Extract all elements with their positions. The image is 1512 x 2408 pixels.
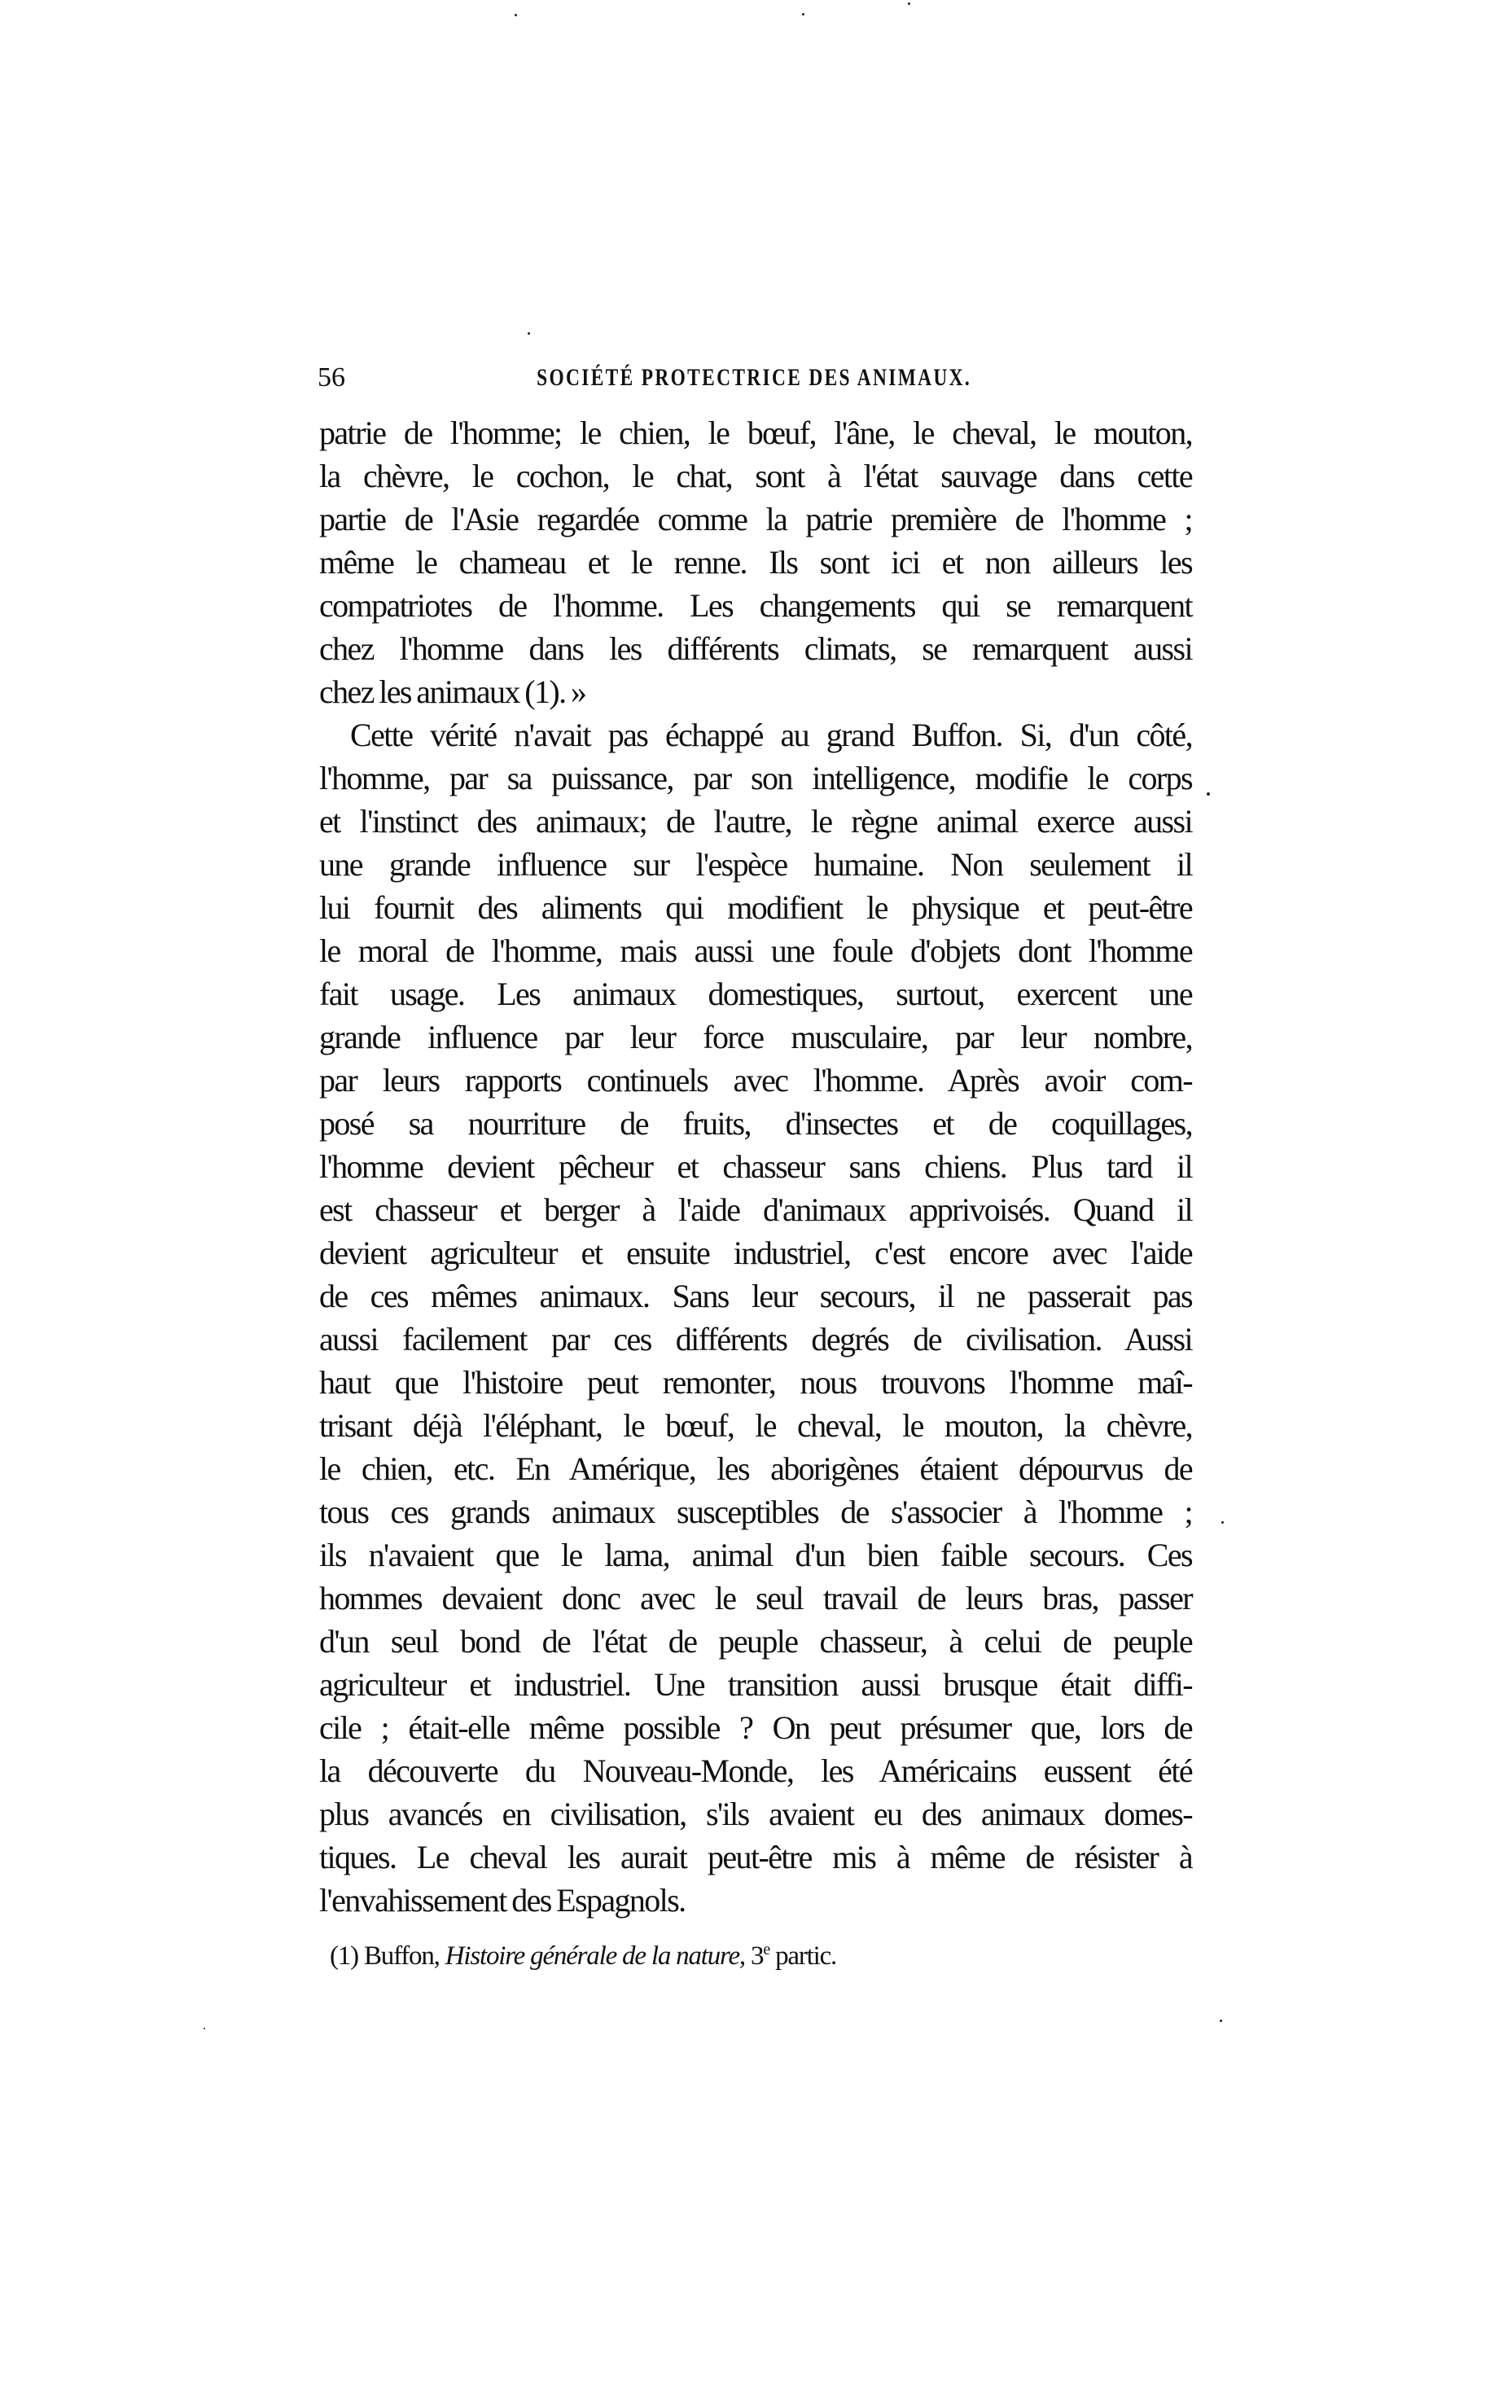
text-line: est chasseur et berger à l'aide d'animaux apprivoisés. Quand il — [319, 1191, 1192, 1228]
text-line: posé sa nourriture de fruits, d'insectes et de coquillages, — [319, 1105, 1192, 1142]
scan-speck — [1207, 792, 1210, 796]
text-line: l'homme, par sa puissance, par son intelligence, modifie le corps — [319, 760, 1192, 796]
text-line: hommes devaient donc avec le seul travail de leurs bras, passer — [319, 1580, 1192, 1616]
text-line: la chèvre, le cochon, le chat, sont à l'état sauvage dans cette — [319, 458, 1192, 494]
text-line: agriculteur et industriel. Une transition aussi brusque était diffi- — [319, 1666, 1192, 1703]
text-line: par leurs rapports continuels avec l'homme. Après avoir com- — [319, 1062, 1192, 1099]
text-line: chez l'homme dans les différents climats, se remarquent aussi — [319, 630, 1192, 667]
scan-speck — [204, 2028, 205, 2029]
text-line: même le chameau et le renne. Ils sont ici et non ailleurs les — [319, 544, 1192, 581]
text-line-paragraph-end: chez les animaux (1). » — [319, 673, 586, 710]
scan-speck — [802, 13, 804, 15]
text-line: haut que l'histoire peut remonter, nous trouvons l'homme maî- — [319, 1364, 1192, 1401]
text-line: et l'instinct des animaux; de l'autre, le règne animal exerce aussi — [319, 803, 1192, 840]
scan-speck — [528, 332, 530, 335]
text-line: aussi facilement par ces différents degrés de civilisation. Aussi — [319, 1321, 1192, 1358]
footnote-part-suffix: e — [763, 1941, 770, 1958]
scan-speck — [1220, 2020, 1222, 2022]
text-line: lui fournit des aliments qui modifient le physique et peut-être — [319, 889, 1192, 926]
footnote-author: Buffon, — [363, 1941, 440, 1971]
text-line: de ces mêmes animaux. Sans leur secours, il ne passerait pas — [319, 1278, 1192, 1314]
scan-speck — [515, 14, 517, 16]
text-line: la découverte du Nouveau-Monde, les Américains eussent été — [319, 1752, 1192, 1789]
footnote-title: Histoire générale de la nature, — [445, 1941, 745, 1971]
footnote-part-number: 3 — [751, 1941, 764, 1971]
text-line: d'un seul bond de l'état de peuple chasseur, à celui de peuple — [319, 1623, 1192, 1660]
page-number: 56 — [318, 362, 345, 393]
text-line: patrie de l'homme; le chien, le bœuf, l'âne, le cheval, le mouton, — [319, 414, 1192, 451]
text-line: le moral de l'homme, mais aussi une foule d'objets dont l'homme — [319, 932, 1192, 969]
body-text — [319, 411, 1192, 1922]
text-line: grande influence par leur force musculaire, par leur nombre, — [319, 1019, 1192, 1055]
text-line-paragraph-start: Cette vérité n'avait pas échappé au grand Buffon. Si, d'un côté, — [350, 717, 1192, 753]
text-line: l'homme devient pêcheur et chasseur sans chiens. Plus tard il — [319, 1148, 1192, 1185]
running-head — [318, 363, 1190, 393]
text-line-paragraph-end: l'envahissement des Espagnols. — [319, 1882, 686, 1919]
text-line: plus avancés en civilisation, s'ils avaient eu des animaux domes- — [319, 1796, 1192, 1832]
text-line: une grande influence sur l'espèce humaine. Non seulement il — [319, 846, 1192, 883]
footnote-marker: (1) — [330, 1941, 358, 1971]
text-line: compatriotes de l'homme. Les changements qui se remarquent — [319, 587, 1192, 624]
scan-speck — [908, 2, 910, 5]
text-line: tous ces grands animaux susceptibles de s'associer à l'homme ; — [319, 1493, 1192, 1530]
text-line: trisant déjà l'éléphant, le bœuf, le cheval, le mouton, la chèvre, — [319, 1407, 1192, 1444]
running-title: SOCIÉTÉ PROTECTRICE DES ANIMAUX. — [537, 364, 972, 391]
footnote-part-word: partic. — [775, 1941, 837, 1971]
text-line: devient agriculteur et ensuite industriel, c'est encore avec l'aide — [319, 1235, 1192, 1271]
footnote — [330, 1933, 836, 1972]
text-line: le chien, etc. En Amérique, les aborigènes étaient dépourvus de — [319, 1450, 1192, 1487]
text-line: ils n'avaient que le lama, animal d'un bien faible secours. Ces — [319, 1537, 1192, 1573]
text-line: cile ; était-elle même possible ? On peut présumer que, lors de — [319, 1709, 1192, 1746]
text-line: tiques. Le cheval les aurait peut-être mis à même de résister à — [319, 1839, 1192, 1875]
scan-speck — [1221, 1521, 1224, 1524]
text-line: fait usage. Les animaux domestiques, surtout, exercent une — [319, 976, 1192, 1012]
text-line: partie de l'Asie regardée comme la patrie première de l'homme ; — [319, 501, 1192, 537]
